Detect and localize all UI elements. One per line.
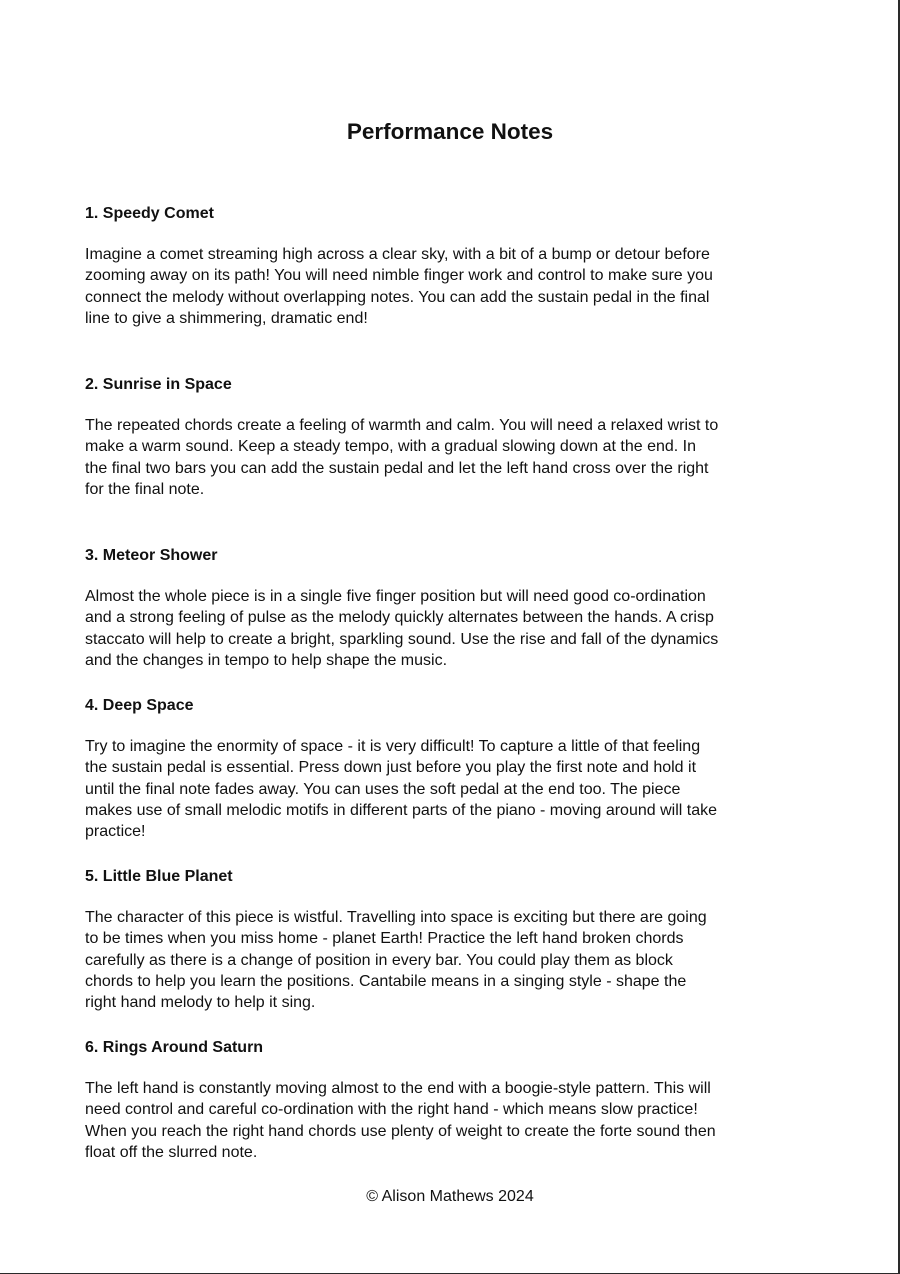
body-line: Try to imagine the enormity of space - it is very difficult! To capture a little of that feeling (85, 738, 701, 755)
body-line: and a strong feeling of pulse as the melody quickly alternates between the hands. A crisp (85, 609, 714, 627)
body-line: zooming away on its path! You will need nimble finger work and control to make sure you (85, 267, 713, 285)
body-line: need control and careful co-ordination with the right hand - which means slow practice! (85, 1101, 698, 1119)
section-deep-space (85, 695, 825, 842)
section-meteor-shower (85, 545, 825, 671)
body-line: connect the melody without overlapping notes. You can add the sustain pedal in the final (85, 288, 710, 306)
body-line: Imagine a comet streaming high across a clear sky, with a bit of a bump or detour before (85, 246, 710, 263)
section-body (85, 907, 825, 1013)
body-line: the final two bars you can add the sustain pedal and let the left hand cross over the right (85, 459, 709, 477)
section-heading: 4. Deep Space (85, 697, 194, 714)
body-line: Almost the whole piece is in a single five finger position but will need good co-ordination (85, 588, 706, 605)
body-line: practice! (85, 823, 146, 841)
section-little-blue-planet (85, 866, 825, 1013)
page-title: Performance Notes (346, 119, 554, 145)
body-line: chords to help you learn the positions. Cantabile means in a singing style - shape the (85, 972, 687, 990)
body-line: When you reach the right hand chords use plenty of weight to create the forte sound then (85, 1122, 716, 1140)
section-heading: 3. Meteor Shower (85, 547, 218, 564)
body-line: The left hand is constantly moving almost to the end with a boogie-style pattern. This will (85, 1080, 711, 1097)
section-sunrise-in-space (85, 374, 825, 500)
body-line: to be times when you miss home - planet Earth! Practice the left hand broken chords (85, 930, 684, 948)
body-line: makes use of small melodic motifs in different parts of the piano - moving around will take (85, 801, 717, 819)
body-line: staccato will help to create a bright, sparkling sound. Use the rise and fall of the dynamics (85, 630, 719, 648)
section-speedy-comet (85, 203, 825, 329)
body-line: the sustain pedal is essential. Press down just before you play the first note and hold it (85, 759, 697, 777)
body-line: and the changes in tempo to help shape the music. (85, 651, 448, 669)
section-body (85, 1078, 825, 1163)
section-body (85, 415, 825, 500)
section-heading: 2. Sunrise in Space (85, 376, 232, 393)
section-rings-around-saturn (85, 1037, 825, 1163)
body-line: make a warm sound. Keep a steady tempo, with a gradual slowing down at the end. In (85, 438, 697, 456)
section-body (85, 244, 825, 329)
section-body (85, 736, 825, 842)
section-heading: 5. Little Blue Planet (85, 868, 233, 885)
copyright-notice: © Alison Mathews 2024 (366, 1188, 534, 1205)
body-line: The repeated chords create a feeling of warmth and calm. You will need a relaxed wrist to (85, 417, 719, 434)
body-line: for the final note. (85, 480, 205, 498)
body-line: float off the slurred note. (85, 1143, 258, 1161)
body-line: line to give a shimmering, dramatic end! (85, 309, 368, 327)
body-line: right hand melody to help it sing. (85, 994, 316, 1012)
section-heading: 6. Rings Around Saturn (85, 1039, 264, 1056)
section-heading: 1. Speedy Comet (85, 205, 214, 222)
section-body (85, 586, 825, 671)
body-line: carefully as there is a change of position in every bar. You could play them as block (85, 951, 673, 969)
body-line: The character of this piece is wistful. Travelling into space is exciting but there are going (85, 909, 707, 926)
body-line: until the final note fades away. You can uses the soft pedal at the end too. The piece (85, 780, 681, 798)
